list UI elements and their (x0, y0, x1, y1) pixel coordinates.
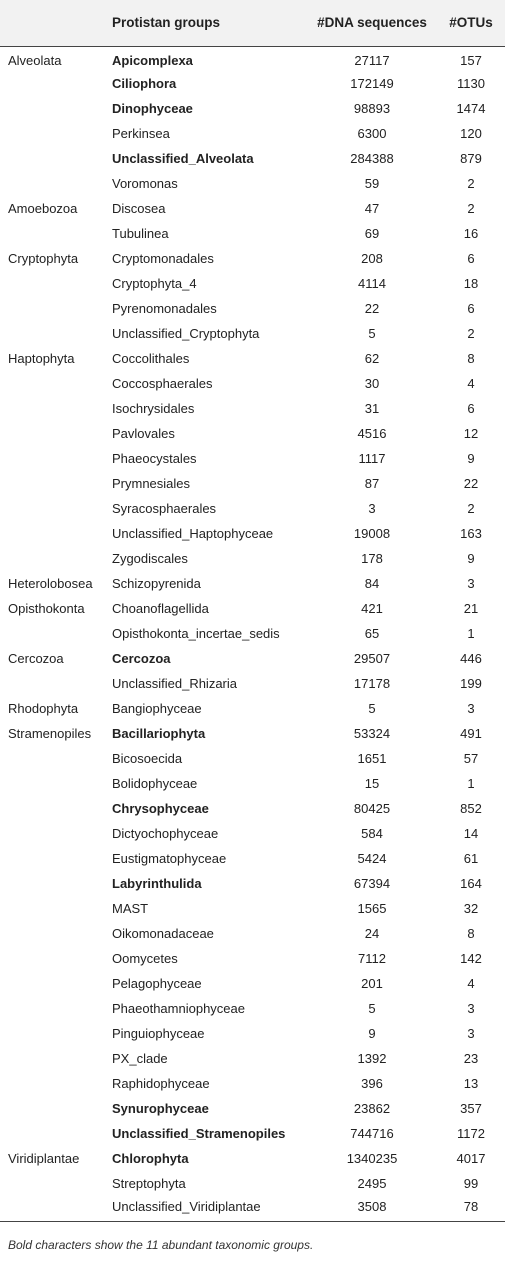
cell-otus: 23 (463, 1051, 479, 1066)
cell-major-group (0, 221, 112, 246)
cell-protistan-group: Oikomonadaceae (112, 926, 214, 941)
cell-dna-sequences: 1651 (357, 751, 387, 766)
header-dna-sequences: #DNA sequences (307, 0, 437, 46)
cell-dna-sequences: 744716 (350, 1126, 394, 1141)
cell-otus: 99 (463, 1176, 479, 1191)
table-row (0, 946, 505, 971)
cell-otus: 32 (463, 901, 479, 916)
cell-protistan-group: Opisthokonta_incertae_sedis (112, 626, 280, 641)
cell-major-group: Heterolobosea (8, 576, 93, 591)
cell-otus: 13 (463, 1076, 479, 1091)
table-row (0, 46, 505, 71)
table-row (0, 921, 505, 946)
cell-protistan-group: Bolidophyceae (112, 776, 198, 791)
cell-dna-sequences: 87 (364, 476, 380, 491)
cell-dna-sequences: 172149 (350, 76, 394, 91)
cell-protistan-group: Discosea (112, 201, 166, 216)
cell-dna-sequences: 284388 (350, 151, 394, 166)
header-group (0, 0, 112, 46)
table-row (0, 746, 505, 771)
cell-major-group (0, 1096, 112, 1121)
cell-major-group (0, 746, 112, 771)
cell-otus: 1 (467, 626, 475, 641)
cell-protistan-group: Prymnesiales (112, 476, 191, 491)
table-row (0, 646, 505, 671)
cell-major-group (0, 321, 112, 346)
header-protistan-groups: Protistan groups (112, 0, 307, 46)
table-row (0, 896, 505, 921)
cell-major-group (0, 896, 112, 921)
table-row (0, 621, 505, 646)
cell-otus: 163 (460, 526, 482, 541)
table-row (0, 771, 505, 796)
cell-dna-sequences: 59 (364, 176, 380, 191)
cell-protistan-group: Pelagophyceae (112, 976, 202, 991)
cell-protistan-group: Bangiophyceae (112, 701, 202, 716)
table-row (0, 1046, 505, 1071)
cell-protistan-group: Coccosphaerales (112, 376, 213, 391)
cell-major-group: Cercozoa (8, 651, 64, 666)
cell-protistan-group: PX_clade (112, 1051, 168, 1066)
cell-major-group (0, 1046, 112, 1071)
cell-major-group (0, 446, 112, 471)
cell-protistan-group: Phaeothamniophyceae (112, 1001, 245, 1016)
cell-otus: 2 (467, 326, 475, 341)
cell-major-group (0, 771, 112, 796)
cell-major-group (0, 621, 112, 646)
cell-protistan-group: Pyrenomonadales (112, 301, 217, 316)
cell-dna-sequences: 4516 (357, 426, 387, 441)
table-row (0, 246, 505, 271)
cell-protistan-group: Streptophyta (112, 1176, 186, 1191)
cell-major-group (0, 1071, 112, 1096)
table-row (0, 521, 505, 546)
cell-major-group (0, 471, 112, 496)
cell-dna-sequences: 69 (364, 226, 380, 241)
cell-protistan-group: Pinguiophyceae (112, 1026, 205, 1041)
cell-dna-sequences: 19008 (353, 526, 391, 541)
cell-otus: 16 (463, 226, 479, 241)
cell-otus: 22 (463, 476, 479, 491)
cell-dna-sequences: 27117 (354, 52, 390, 68)
cell-major-group (0, 1121, 112, 1146)
cell-major-group (0, 371, 112, 396)
cell-otus: 4 (467, 376, 475, 391)
table-row (0, 1121, 505, 1146)
cell-protistan-group: Coccolithales (112, 351, 190, 366)
cell-protistan-group: Raphidophyceae (112, 1076, 210, 1091)
cell-dna-sequences: 1340235 (346, 1151, 398, 1166)
cell-protistan-group: Zygodiscales (112, 551, 188, 566)
cell-otus: 4 (467, 976, 475, 991)
cell-protistan-group: Bacillariophyta (112, 726, 206, 741)
cell-dna-sequences: 53324 (353, 726, 391, 741)
cell-major-group: Amoebozoa (8, 201, 78, 216)
cell-protistan-group: Synurophyceae (112, 1101, 209, 1116)
cell-otus: 4017 (456, 1151, 486, 1166)
cell-dna-sequences: 1392 (357, 1051, 387, 1066)
cell-major-group (0, 121, 112, 146)
cell-dna-sequences: 208 (361, 251, 383, 266)
cell-protistan-group: Pavlovales (112, 426, 175, 441)
cell-major-group (0, 271, 112, 296)
cell-otus: 6 (467, 301, 475, 316)
cell-major-group (0, 671, 112, 696)
cell-major-group (0, 821, 112, 846)
cell-otus: 57 (463, 751, 479, 766)
cell-otus: 157 (460, 52, 482, 68)
cell-otus: 446 (460, 651, 482, 666)
cell-major-group: Cryptophyta (8, 251, 79, 266)
cell-protistan-group: Dinophyceae (112, 101, 193, 116)
cell-protistan-group: Unclassified_Cryptophyta (112, 326, 260, 341)
cell-major-group (0, 496, 112, 521)
cell-protistan-group: Chlorophyta (112, 1151, 189, 1166)
cell-major-group (0, 871, 112, 896)
cell-protistan-group: Voromonas (112, 176, 178, 191)
cell-major-group: Viridiplantae (8, 1151, 80, 1166)
cell-dna-sequences: 65 (364, 626, 380, 641)
cell-protistan-group: Chrysophyceae (112, 801, 209, 816)
cell-major-group: Haptophyta (8, 351, 75, 366)
cell-protistan-group: Unclassified_Stramenopiles (112, 1126, 286, 1141)
cell-dna-sequences: 396 (361, 1076, 383, 1091)
cell-protistan-group: Syracosphaerales (112, 501, 217, 516)
table-row (0, 671, 505, 696)
cell-major-group (0, 846, 112, 871)
cell-dna-sequences: 24 (364, 926, 380, 941)
cell-otus: 2 (467, 201, 475, 216)
cell-major-group (0, 396, 112, 421)
cell-protistan-group: Schizopyrenida (112, 576, 201, 591)
cell-otus: 3 (467, 576, 475, 591)
cell-protistan-group: Choanoflagellida (112, 601, 209, 616)
table-row (0, 271, 505, 296)
cell-otus: 142 (460, 951, 482, 966)
cell-dna-sequences: 30 (364, 376, 380, 391)
table-row (0, 571, 505, 596)
table-row (0, 1096, 505, 1121)
table-row (0, 121, 505, 146)
cell-dna-sequences: 62 (364, 351, 380, 366)
cell-dna-sequences: 5 (368, 326, 376, 341)
cell-otus: 8 (467, 351, 475, 366)
cell-protistan-group: Cryptomonadales (112, 251, 214, 266)
table-row (0, 446, 505, 471)
cell-protistan-group: Oomycetes (112, 951, 178, 966)
table-row (0, 996, 505, 1021)
table-row (0, 496, 505, 521)
cell-major-group (0, 1021, 112, 1046)
cell-otus: 3 (467, 701, 475, 716)
cell-protistan-group: Unclassified_Rhizaria (112, 676, 237, 691)
cell-major-group (0, 146, 112, 171)
cell-otus: 491 (460, 726, 482, 741)
cell-dna-sequences: 2495 (357, 1176, 387, 1191)
cell-major-group (0, 421, 112, 446)
cell-protistan-group: Tubulinea (112, 226, 169, 241)
table-row (0, 821, 505, 846)
table-row (0, 146, 505, 171)
cell-otus: 3 (467, 1001, 475, 1016)
cell-major-group (0, 946, 112, 971)
table-row (0, 1071, 505, 1096)
cell-otus: 14 (463, 826, 479, 841)
cell-protistan-group: Perkinsea (112, 126, 170, 141)
cell-major-group (0, 1171, 112, 1196)
cell-dna-sequences: 98893 (353, 101, 391, 116)
cell-otus: 164 (460, 876, 482, 891)
cell-dna-sequences: 84 (364, 576, 380, 591)
cell-protistan-group: Dictyochophyceae (112, 826, 219, 841)
table-row (0, 796, 505, 821)
cell-otus: 18 (463, 276, 479, 291)
cell-protistan-group: Unclassified_Alveolata (112, 151, 254, 166)
cell-otus: 8 (467, 926, 475, 941)
cell-dna-sequences: 29507 (353, 651, 391, 666)
cell-otus: 12 (463, 426, 479, 441)
cell-major-group (0, 1196, 112, 1221)
cell-major-group (0, 996, 112, 1021)
cell-otus: 120 (460, 126, 482, 141)
cell-major-group (0, 546, 112, 571)
cell-dna-sequences: 17178 (353, 676, 391, 691)
table-row (0, 471, 505, 496)
cell-protistan-group: Ciliophora (112, 76, 177, 91)
cell-major-group (0, 521, 112, 546)
table-row (0, 696, 505, 721)
table-row (0, 71, 505, 96)
cell-otus: 6 (467, 401, 475, 416)
table-footnote: Bold characters show the 11 abundant taxonomic groups. (8, 1238, 314, 1252)
cell-dna-sequences: 7112 (358, 951, 386, 966)
cell-protistan-group: Cryptophyta_4 (112, 276, 197, 291)
table-row (0, 396, 505, 421)
cell-major-group: Stramenopiles (8, 726, 92, 741)
cell-major-group (0, 796, 112, 821)
table-row (0, 596, 505, 621)
cell-protistan-group: Eustigmatophyceae (112, 851, 227, 866)
cell-dna-sequences: 584 (361, 826, 383, 841)
table-row (0, 171, 505, 196)
table-row (0, 871, 505, 896)
table-row (0, 971, 505, 996)
cell-otus: 1474 (456, 101, 486, 116)
table-row (0, 371, 505, 396)
cell-dna-sequences: 5 (368, 1001, 376, 1016)
cell-otus: 199 (460, 676, 482, 691)
cell-major-group (0, 171, 112, 196)
cell-major-group (0, 71, 112, 96)
table-row (0, 1196, 505, 1221)
cell-major-group: Opisthokonta (8, 601, 85, 616)
table-row (0, 1146, 505, 1171)
cell-dna-sequences: 23862 (353, 1101, 391, 1116)
cell-otus: 61 (463, 851, 479, 866)
cell-protistan-group: Isochrysidales (112, 401, 195, 416)
cell-protistan-group: MAST (112, 901, 149, 916)
cell-protistan-group: Unclassified_Haptophyceae (112, 526, 274, 541)
cell-otus: 9 (467, 551, 475, 566)
cell-dna-sequences: 201 (361, 976, 383, 991)
cell-otus: 6 (467, 251, 475, 266)
cell-dna-sequences: 15 (364, 776, 380, 791)
table-header (0, 0, 505, 46)
header-otus: #OTUs (437, 0, 505, 46)
table-row (0, 546, 505, 571)
cell-otus: 852 (460, 801, 482, 816)
cell-otus: 78 (437, 1196, 505, 1221)
cell-otus: 2 (467, 176, 475, 191)
cell-otus: 1130 (457, 76, 485, 91)
cell-otus: 357 (460, 1101, 482, 1116)
cell-major-group (0, 96, 112, 121)
table-row (0, 321, 505, 346)
cell-otus: 2 (467, 501, 475, 516)
cell-protistan-group: Apicomplexa (112, 52, 193, 68)
cell-dna-sequences: 22 (364, 301, 380, 316)
table-row (0, 1021, 505, 1046)
cell-major-group (0, 921, 112, 946)
table-body (0, 46, 505, 1221)
table-row (0, 221, 505, 246)
table-row (0, 296, 505, 321)
cell-protistan-group: Labyrinthulida (112, 876, 202, 891)
cell-protistan-group: Bicosoecida (112, 751, 183, 766)
cell-dna-sequences: 47 (364, 201, 380, 216)
cell-dna-sequences: 178 (361, 551, 383, 566)
cell-dna-sequences: 67394 (353, 876, 391, 891)
table-row (0, 721, 505, 746)
cell-major-group: Alveolata (8, 52, 62, 68)
cell-dna-sequences: 1565 (357, 901, 387, 916)
cell-otus: 1 (467, 776, 475, 791)
cell-otus: 21 (463, 601, 479, 616)
table-row (0, 346, 505, 371)
cell-dna-sequences: 31 (364, 401, 380, 416)
cell-dna-sequences: 5424 (357, 851, 387, 866)
cell-otus: 3 (467, 1026, 475, 1041)
header-row (0, 0, 505, 46)
cell-otus: 1172 (457, 1126, 485, 1141)
table-row (0, 846, 505, 871)
cell-dna-sequences: 5 (368, 701, 376, 716)
cell-protistan-group: Unclassified_Viridiplantae (112, 1196, 307, 1221)
cell-protistan-group: Cercozoa (112, 651, 171, 666)
cell-protistan-group: Phaeocystales (112, 451, 197, 466)
table-row (0, 96, 505, 121)
cell-dna-sequences: 3508 (307, 1196, 437, 1221)
cell-otus: 879 (460, 151, 482, 166)
cell-otus: 9 (467, 451, 475, 466)
cell-dna-sequences: 3 (368, 501, 376, 516)
cell-dna-sequences: 9 (368, 1026, 376, 1041)
cell-dna-sequences: 80425 (353, 801, 391, 816)
cell-dna-sequences: 4114 (358, 276, 386, 291)
cell-dna-sequences: 1117 (358, 451, 386, 466)
table-row (0, 196, 505, 221)
table-row (0, 421, 505, 446)
cell-major-group: Rhodophyta (8, 701, 79, 716)
cell-dna-sequences: 6300 (357, 126, 387, 141)
table-row (0, 1171, 505, 1196)
cell-major-group (0, 971, 112, 996)
cell-major-group (0, 296, 112, 321)
cell-dna-sequences: 421 (361, 601, 383, 616)
